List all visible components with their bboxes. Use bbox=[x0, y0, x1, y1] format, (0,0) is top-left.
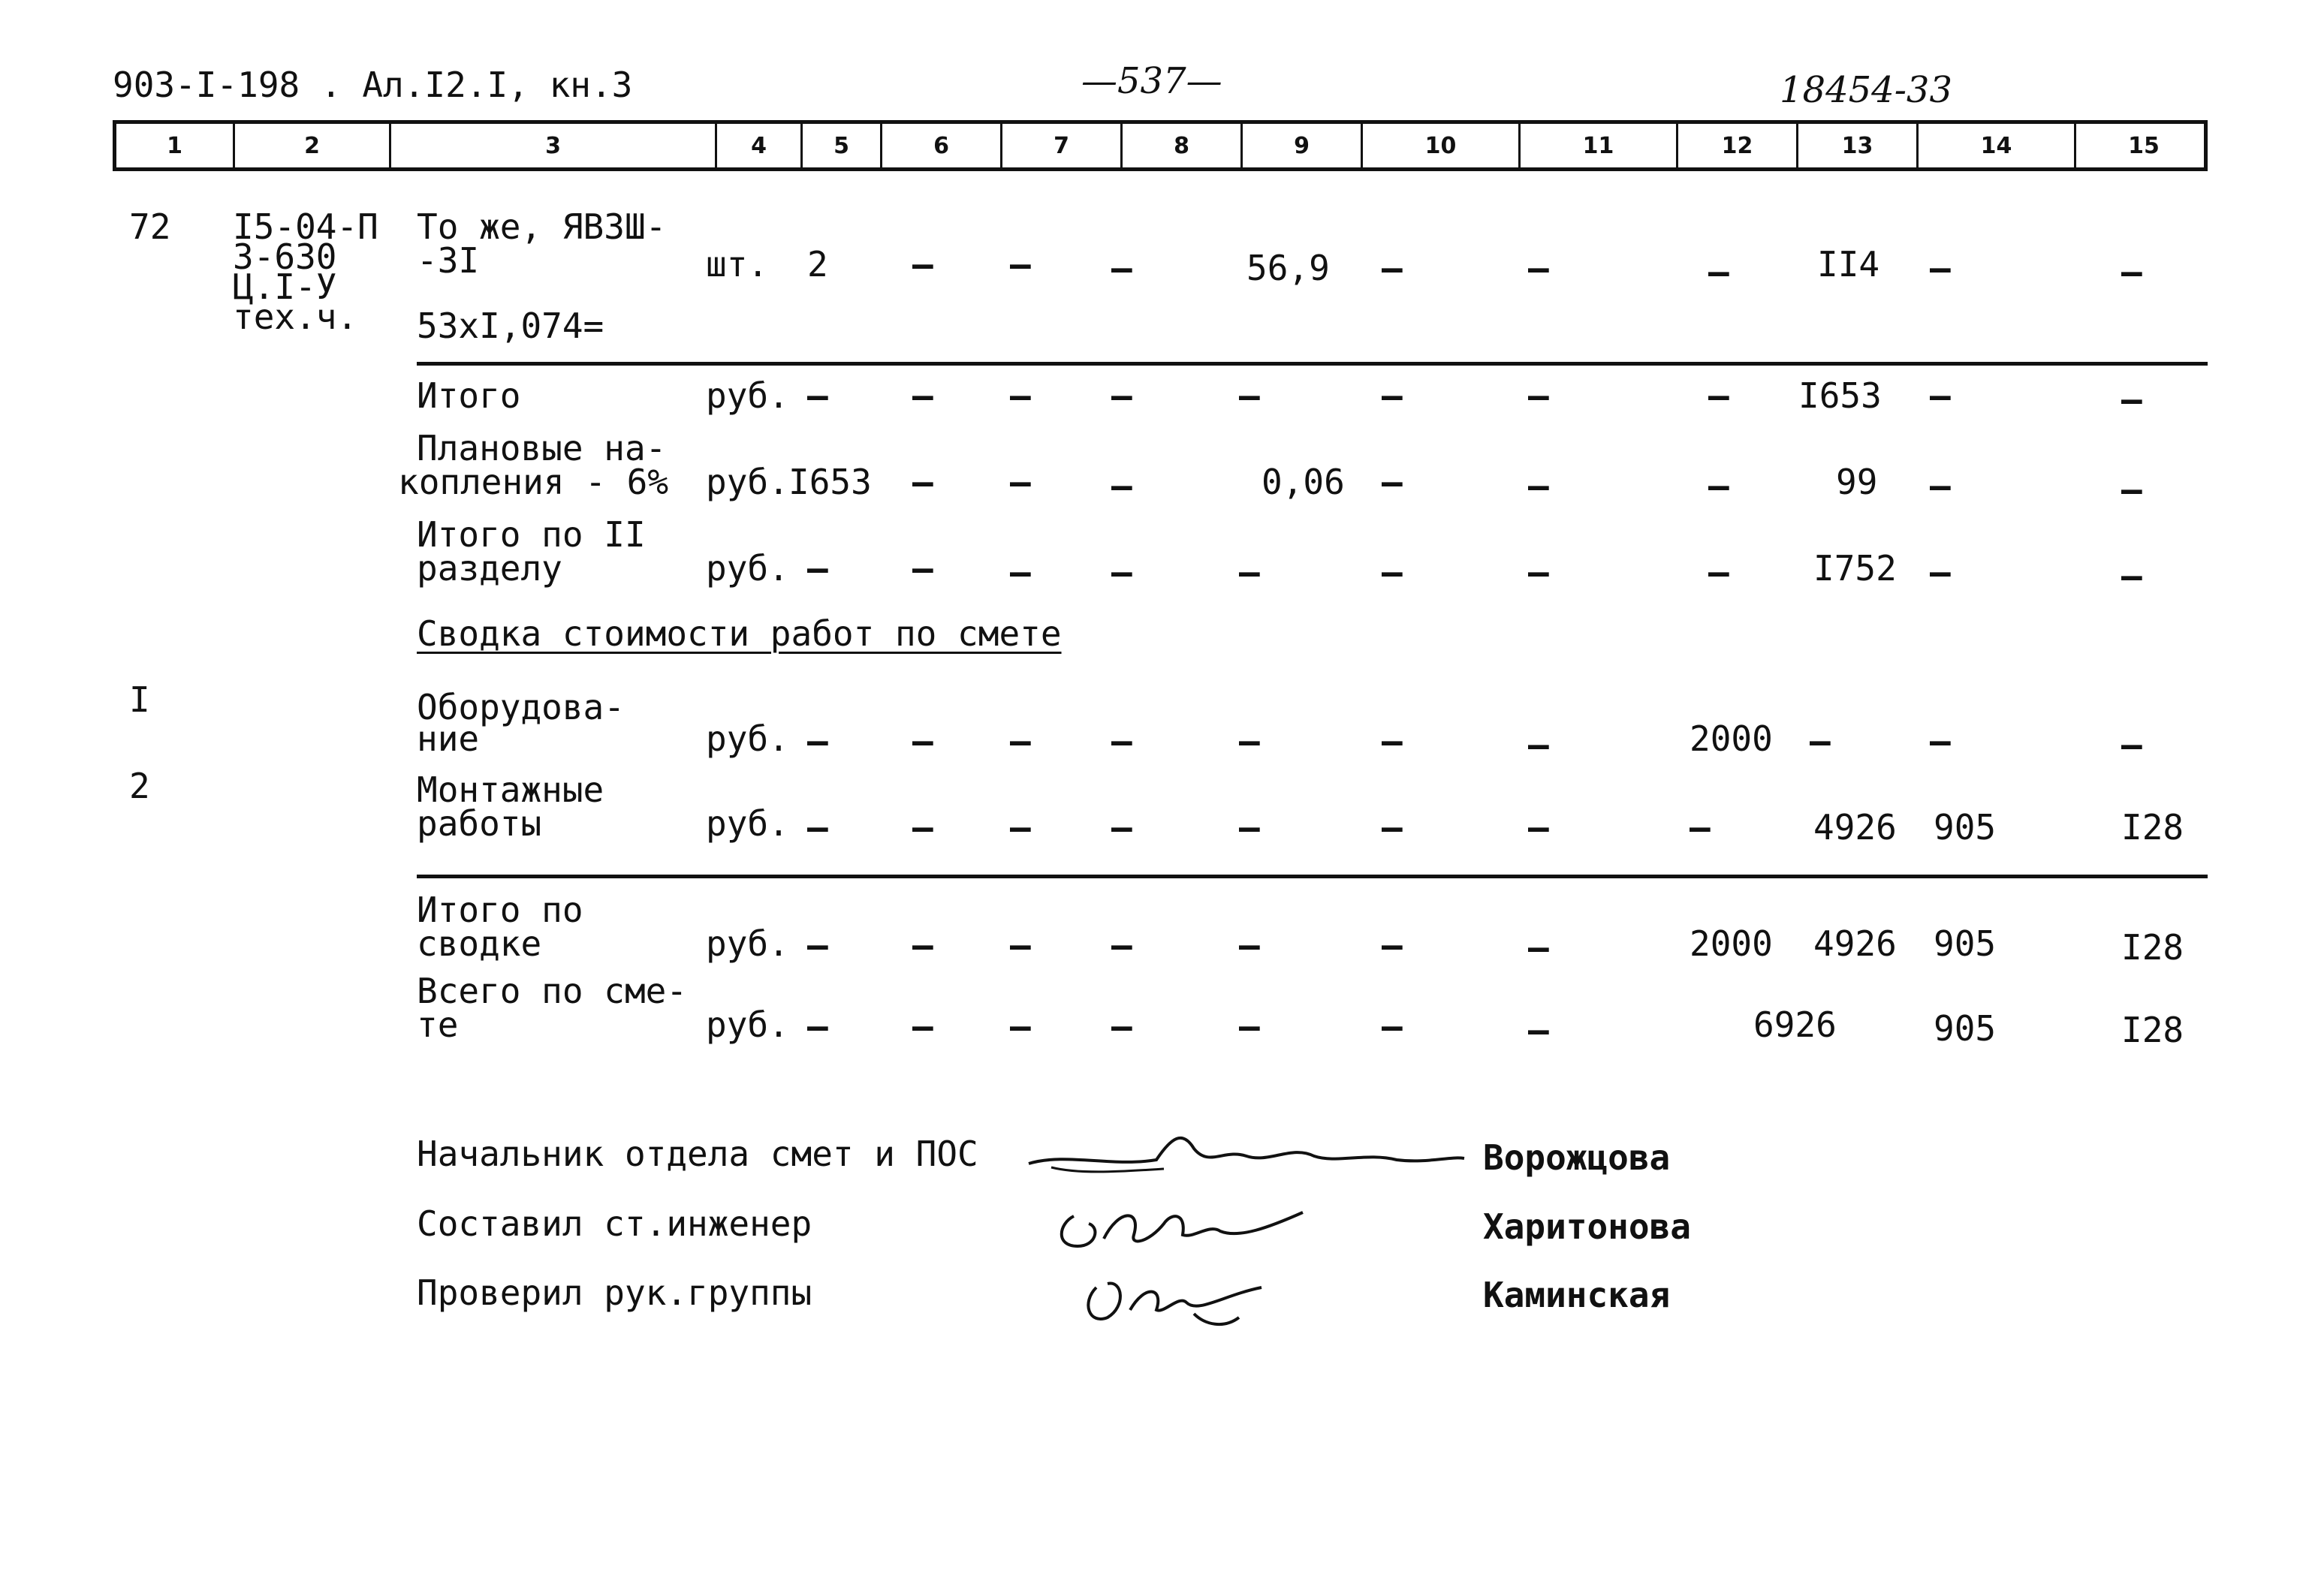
empty-cell-dash: – bbox=[912, 548, 933, 589]
empty-cell-dash: – bbox=[1708, 465, 1729, 506]
empty-cell-dash: – bbox=[1010, 552, 1031, 592]
empty-cell-dash: – bbox=[807, 807, 828, 848]
column-header: 15 bbox=[2128, 132, 2160, 159]
empty-cell-dash: – bbox=[1690, 807, 1711, 848]
column-header: 6 bbox=[882, 124, 1002, 167]
column-header: 2 bbox=[235, 124, 391, 167]
unit-cell: руб. bbox=[706, 923, 789, 964]
section-total-label-line: Итого по II bbox=[417, 514, 646, 555]
empty-cell-dash: – bbox=[1010, 807, 1031, 848]
empty-cell-dash: – bbox=[912, 807, 933, 848]
item-name-line: То же, ЯВЗШ- bbox=[417, 206, 667, 247]
signature-role: Составил ст.инженер bbox=[417, 1203, 812, 1244]
column-header: 10 bbox=[1363, 124, 1521, 167]
signatory-name: Каминская bbox=[1483, 1275, 1671, 1315]
empty-cell-dash: – bbox=[1010, 244, 1031, 285]
signature-role: Начальник отдела смет и ПОС bbox=[417, 1134, 978, 1174]
empty-cell-dash: – bbox=[807, 1006, 828, 1046]
unit-cell: руб. bbox=[706, 1004, 789, 1045]
column-header: 11 bbox=[1521, 124, 1678, 167]
accumulation-label-line: копления - 6% bbox=[398, 462, 669, 502]
empty-cell-dash: – bbox=[912, 462, 933, 502]
empty-cell-dash: – bbox=[1810, 721, 1831, 761]
empty-cell-dash: – bbox=[1111, 375, 1132, 416]
empty-cell-dash: – bbox=[1010, 375, 1031, 416]
empty-cell-dash: – bbox=[1528, 1010, 1549, 1050]
value-cell-col12-13: 6926 bbox=[1753, 1004, 1837, 1045]
summary-total-label-line: Итого по bbox=[417, 890, 583, 930]
summary-item-label-line: Оборудова- bbox=[417, 687, 625, 727]
unit-cell: руб. bbox=[706, 548, 789, 589]
column-header: 5 bbox=[803, 124, 882, 167]
unit-cell: руб. bbox=[706, 718, 789, 759]
empty-cell-dash: – bbox=[1111, 465, 1132, 506]
empty-cell-dash: – bbox=[1010, 462, 1031, 502]
grand-total-label-line: Всего по сме- bbox=[417, 971, 688, 1011]
empty-cell-dash: – bbox=[1382, 1006, 1403, 1046]
empty-cell-dash: – bbox=[1111, 807, 1132, 848]
archive-number: 18454-33 bbox=[1780, 69, 1952, 111]
empty-cell-dash: – bbox=[912, 375, 933, 416]
column-header-row bbox=[113, 120, 2208, 171]
empty-cell-dash: – bbox=[1239, 721, 1260, 761]
handwritten-signature bbox=[1021, 1122, 1472, 1182]
empty-cell-dash: – bbox=[1382, 925, 1403, 965]
column-header: 1 bbox=[116, 124, 235, 167]
empty-cell-dash: – bbox=[807, 375, 828, 416]
value-cell-col15: I28 bbox=[2121, 807, 2184, 848]
row-number: 2 bbox=[129, 766, 150, 806]
subtotal-label: Итого bbox=[417, 375, 521, 416]
empty-cell-dash: – bbox=[1239, 1006, 1260, 1046]
empty-cell-dash: – bbox=[1708, 375, 1729, 416]
empty-cell-dash: – bbox=[1111, 1006, 1132, 1046]
empty-cell-dash: – bbox=[1528, 927, 1549, 968]
item-name-line: -3I bbox=[417, 240, 480, 281]
empty-cell-dash: – bbox=[1111, 552, 1132, 592]
value-cell-col9: 0,06 bbox=[1262, 462, 1345, 502]
signature-role: Проверил рук.группы bbox=[417, 1272, 812, 1313]
empty-cell-dash: – bbox=[2121, 469, 2142, 510]
formula-line: 53хI,074= bbox=[417, 306, 604, 346]
unit-cell: руб. bbox=[706, 803, 789, 844]
empty-cell-dash: – bbox=[1010, 1006, 1031, 1046]
column-header: 12 bbox=[1678, 124, 1798, 167]
document-reference: 903-I-198 . Ал.I2.I, кн.3 bbox=[113, 65, 633, 105]
handwritten-signature bbox=[1044, 1194, 1344, 1261]
grand-total-label-line: те bbox=[417, 1004, 459, 1045]
empty-cell-dash: – bbox=[1528, 465, 1549, 506]
value-cell-col15: I28 bbox=[2121, 1010, 2184, 1050]
empty-cell-dash: – bbox=[1382, 462, 1403, 502]
unit-cell: руб. bbox=[706, 375, 789, 416]
empty-cell-dash: – bbox=[1382, 721, 1403, 761]
value-cell-col9: 56,9 bbox=[1246, 248, 1330, 288]
empty-cell-dash: – bbox=[1528, 724, 1549, 765]
item-code-line: тех.ч. bbox=[233, 297, 358, 337]
signatory-name: Харитонова bbox=[1483, 1206, 1691, 1247]
empty-cell-dash: – bbox=[1382, 807, 1403, 848]
empty-cell-dash: – bbox=[2121, 556, 2142, 596]
item-code-line: 3-630 bbox=[233, 236, 337, 277]
empty-cell-dash: – bbox=[912, 925, 933, 965]
empty-cell-dash: – bbox=[1930, 248, 1951, 288]
empty-cell-dash: – bbox=[1930, 465, 1951, 506]
item-code-line: Ц.I-У bbox=[233, 267, 337, 307]
empty-cell-dash: – bbox=[912, 721, 933, 761]
empty-cell-dash: – bbox=[1528, 375, 1549, 416]
empty-cell-dash: – bbox=[2121, 724, 2142, 765]
empty-cell-dash: – bbox=[1528, 552, 1549, 592]
empty-cell-dash: – bbox=[1239, 552, 1260, 592]
summary-total-rule bbox=[417, 875, 2208, 878]
row-number: I bbox=[129, 679, 150, 720]
summary-total-label-line: сводке bbox=[417, 923, 542, 964]
empty-cell-dash: – bbox=[1239, 807, 1260, 848]
value-cell-col13: I653 bbox=[1798, 375, 1882, 416]
column-header: 13 bbox=[1798, 124, 1919, 167]
empty-cell-dash: – bbox=[1382, 552, 1403, 592]
empty-cell-dash: – bbox=[1111, 248, 1132, 288]
empty-cell-dash: – bbox=[1528, 807, 1549, 848]
empty-cell-dash: – bbox=[1930, 721, 1951, 761]
unit-cell: руб. bbox=[706, 462, 789, 502]
empty-cell-dash: – bbox=[1528, 248, 1549, 288]
summary-item-label-line: Монтажные bbox=[417, 769, 604, 810]
empty-cell-dash: – bbox=[1708, 251, 1729, 292]
value-cell-col12: 2000 bbox=[1690, 718, 1773, 759]
empty-cell-dash: – bbox=[1930, 552, 1951, 592]
summary-item-label-line: ние bbox=[417, 718, 480, 759]
handwritten-signature bbox=[1074, 1261, 1314, 1336]
value-cell-col14: 905 bbox=[1934, 1008, 1997, 1049]
value-cell-col12: 2000 bbox=[1690, 923, 1773, 964]
value-cell-col13: II4 bbox=[1817, 244, 1880, 285]
empty-cell-dash: – bbox=[1930, 375, 1951, 416]
page-number: 537 bbox=[1117, 60, 1186, 102]
value-cell-col14: 905 bbox=[1934, 923, 1997, 964]
row-number: 72 bbox=[129, 206, 171, 247]
accumulation-label-line: Плановые на- bbox=[417, 428, 667, 468]
empty-cell-dash: – bbox=[1708, 552, 1729, 592]
value-cell-col13: 99 bbox=[1836, 462, 1878, 502]
empty-cell-dash: – bbox=[1111, 925, 1132, 965]
column-header: 7 bbox=[1002, 124, 1123, 167]
column-header: 9 bbox=[1243, 124, 1363, 167]
item-code-line: I5-04-П bbox=[233, 206, 378, 247]
empty-cell-dash: – bbox=[807, 721, 828, 761]
column-header: 14 bbox=[1919, 124, 2076, 167]
value-cell-col13: 4926 bbox=[1813, 923, 1897, 964]
empty-cell-dash: – bbox=[1382, 248, 1403, 288]
empty-cell-dash: – bbox=[1010, 721, 1031, 761]
empty-cell-dash: – bbox=[1239, 925, 1260, 965]
signatory-name: Ворожцова bbox=[1483, 1137, 1671, 1178]
unit-cell: шт. bbox=[706, 244, 769, 285]
value-cell-col15: I28 bbox=[2121, 927, 2184, 968]
value-cell-col13: 4926 bbox=[1813, 807, 1897, 848]
empty-cell-dash: – bbox=[1010, 925, 1031, 965]
value-cell-col14: 905 bbox=[1934, 807, 1997, 848]
empty-cell-dash: – bbox=[2121, 251, 2142, 292]
section-total-label-line: разделу bbox=[417, 548, 562, 589]
summary-item-label-line: работы bbox=[417, 803, 542, 844]
subtotal-rule bbox=[417, 362, 2208, 366]
empty-cell-dash: – bbox=[1111, 721, 1132, 761]
empty-cell-dash: – bbox=[912, 244, 933, 285]
quantity-cell: 2 bbox=[807, 244, 828, 285]
empty-cell-dash: – bbox=[912, 1006, 933, 1046]
base-amount-cell: I653 bbox=[788, 462, 872, 502]
column-header: 8 bbox=[1123, 124, 1243, 167]
summary-title: Сводка стоимости работ по смете bbox=[417, 613, 1062, 654]
column-header: 4 bbox=[717, 124, 803, 167]
page-number-block: —537— bbox=[1081, 60, 1222, 102]
empty-cell-dash: – bbox=[1382, 375, 1403, 416]
column-header: 3 bbox=[391, 124, 717, 167]
empty-cell-dash: – bbox=[807, 548, 828, 589]
empty-cell-dash: – bbox=[807, 925, 828, 965]
empty-cell-dash: – bbox=[1239, 375, 1260, 416]
empty-cell-dash: – bbox=[2121, 379, 2142, 420]
value-cell-col13: I752 bbox=[1813, 548, 1897, 589]
